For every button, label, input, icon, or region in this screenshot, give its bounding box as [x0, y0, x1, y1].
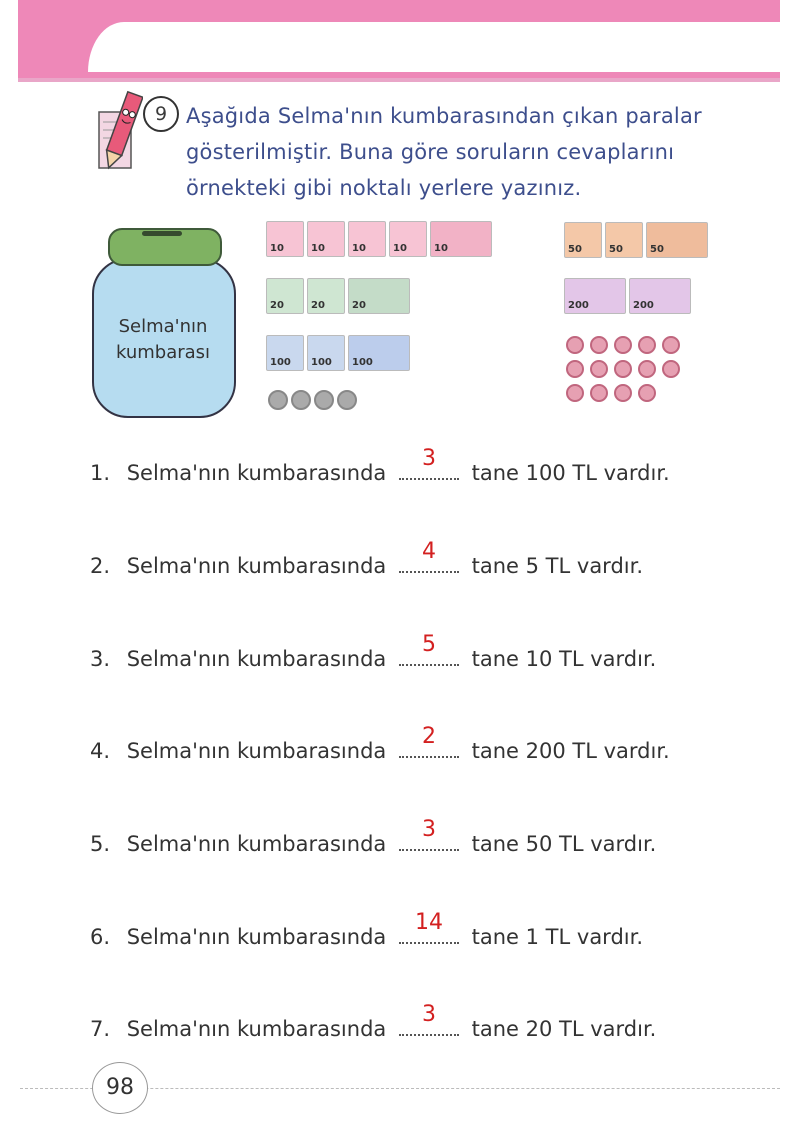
banknote-10: 10 [307, 221, 345, 257]
question-item [90, 817, 657, 856]
answer-text: 4 [421, 539, 436, 564]
coin-1tl [566, 360, 584, 378]
header-white-tab [88, 22, 780, 72]
item-suffix: tane 1 TL vardır. [471, 925, 643, 949]
item-suffix: tane 100 TL vardır. [471, 461, 670, 485]
question-number: 9 [143, 96, 179, 132]
item-number: 4. [90, 739, 111, 763]
coin-1tl [590, 384, 608, 402]
coin-1tl [662, 360, 680, 378]
answer-text: 3 [421, 1002, 436, 1027]
item-suffix: tane 10 TL vardır. [471, 647, 657, 671]
item-number: 5. [90, 832, 111, 856]
item-prefix: Selma'nın kumbarasında [126, 925, 387, 949]
coin-1tl [566, 336, 584, 354]
coin-1tl [638, 360, 656, 378]
item-suffix: tane 50 TL vardır. [471, 832, 657, 856]
item-suffix: tane 5 TL vardır. [471, 554, 643, 578]
banknotes-100 [266, 335, 410, 371]
banknote-50: 50 [564, 222, 602, 258]
header-underline [18, 78, 780, 82]
item-number: 1. [90, 461, 111, 485]
banknote-100: 100 [307, 335, 345, 371]
coin-5tl [337, 390, 357, 410]
pencil-mascot-icon [95, 90, 143, 178]
banknote-20: 20 [348, 278, 410, 314]
item-prefix: Selma'nın kumbarasında [126, 1017, 387, 1041]
banknote-20: 20 [266, 278, 304, 314]
question-item [90, 724, 670, 763]
question-item [90, 539, 643, 578]
jar-coin-slot [142, 231, 182, 236]
item-prefix: Selma'nın kumbarasında [126, 461, 387, 485]
coin-1tl [566, 384, 584, 402]
question-item [90, 1002, 657, 1041]
banknote-10: 10 [266, 221, 304, 257]
coin-1tl [638, 384, 656, 402]
page-header-band [18, 0, 780, 80]
coin-1tl [614, 360, 632, 378]
answer-text: 5 [421, 632, 436, 657]
banknote-200: 200 [564, 278, 626, 314]
coins-5tl [268, 390, 357, 410]
coin-1tl [614, 336, 632, 354]
banknote-10: 10 [430, 221, 492, 257]
banknote-100: 100 [348, 335, 410, 371]
banknotes-10 [266, 221, 492, 257]
item-number: 2. [90, 554, 111, 578]
page-number: 98 [92, 1062, 148, 1114]
answer-blank[interactable] [399, 446, 459, 480]
coin-1tl [590, 336, 608, 354]
answer-blank[interactable] [399, 910, 459, 944]
coin-5tl [314, 390, 334, 410]
coin-1tl [614, 384, 632, 402]
coin-1tl [638, 336, 656, 354]
answer-text: 2 [421, 724, 436, 749]
banknote-100: 100 [266, 335, 304, 371]
banknote-50: 50 [646, 222, 708, 258]
banknote-10: 10 [389, 221, 427, 257]
answer-blank[interactable] [399, 539, 459, 573]
banknotes-50 [564, 222, 708, 258]
banknote-20: 20 [307, 278, 345, 314]
banknote-50: 50 [605, 222, 643, 258]
coin-1tl [662, 336, 680, 354]
jar-label-line1: Selma'nın [118, 316, 208, 337]
item-prefix: Selma'nın kumbarasında [126, 832, 387, 856]
coin-1tl [590, 360, 608, 378]
answer-text: 14 [414, 910, 443, 935]
answer-blank[interactable] [399, 724, 459, 758]
answer-blank[interactable] [399, 1002, 459, 1036]
coin-5tl [268, 390, 288, 410]
item-suffix: tane 200 TL vardır. [471, 739, 670, 763]
question-item [90, 446, 670, 485]
banknotes-20 [266, 278, 410, 314]
question-item [90, 910, 643, 949]
item-suffix: tane 20 TL vardır. [471, 1017, 657, 1041]
jar-label [90, 314, 236, 366]
banknotes-200 [564, 278, 691, 314]
item-number: 3. [90, 647, 111, 671]
answer-blank[interactable] [399, 632, 459, 666]
question-instruction: Aşağıda Selma'nın kumbarasından çıkan paralar gösterilmiştir. Buna göre soruların cevaplarını örnekteki gibi noktalı yerlere yazınız. [186, 104, 702, 200]
jar-label-line2: kumbarası [115, 342, 211, 363]
item-prefix: Selma'nın kumbarasında [126, 647, 387, 671]
item-number: 7. [90, 1017, 111, 1041]
answer-text: 3 [421, 817, 436, 842]
coins-1tl [566, 336, 680, 402]
answer-blank[interactable] [399, 817, 459, 851]
item-prefix: Selma'nın kumbarasında [126, 739, 387, 763]
banknote-200: 200 [629, 278, 691, 314]
coin-5tl [291, 390, 311, 410]
item-number: 6. [90, 925, 111, 949]
banknote-10: 10 [348, 221, 386, 257]
item-prefix: Selma'nın kumbarasında [126, 554, 387, 578]
question-item [90, 632, 657, 671]
answer-text: 3 [421, 446, 436, 471]
piggy-bank-jar [90, 222, 240, 422]
